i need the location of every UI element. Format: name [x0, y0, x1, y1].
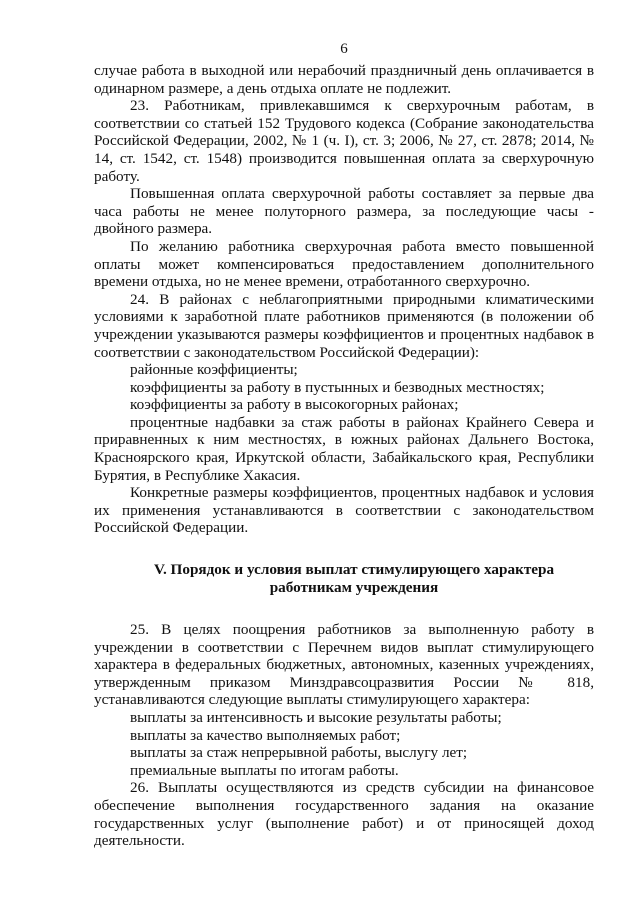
paragraph-overtime-rate: Повышенная оплата сверхурочной работы составляет за первые два часа работы не менее полуторного размера, за последующие часы - двойного размера. [94, 185, 594, 238]
page-number: 6 [340, 41, 348, 57]
list-item: коэффициенты за работу в пустынных и безводных местностях; [130, 378, 545, 396]
paragraph-25: 25. В целях поощрения работников за выполненную работу в учреждении в соответствии с Перечнем видов выплат стимулирующего характера в федеральных бюджетных, автономных, казенных учреждениях, утвержденным приказом Минздравсоцразвития России № 818, устанавливаются следующие выплаты стимулирующего характера: [94, 621, 594, 709]
section-heading [94, 561, 594, 597]
list-item: коэффициенты за работу в высокогорных районах; [130, 396, 459, 414]
paragraph-23: 23. Работникам, привлекавшимся к сверхурочным работам, в соответствии со статьей 152 Трудового кодекса (Собрание законодательства Российской Федерации, 2002, № 1 (ч. I), ст. 3; 2006, № 27, ст. 2878; 2014, № 14, ст. 1542, ст. 1548) производится повышенная оплата за сверхурочную работу. [94, 97, 594, 185]
paragraph-specific-sizes: Конкретные размеры коэффициентов, процентных надбавок и условия их применения устанавливаются в соответствии с законодательством Российской Федерации. [94, 484, 594, 537]
paragraph-north-allowances: процентные надбавки за стаж работы в районах Крайнего Севера и приравненных к ним местностях, в южных районах Дальнего Востока, Красноярского края, Иркутской области, Забайкальского края, Республики Бурятия, в Республике Хакасия. [94, 413, 594, 484]
paragraph-24: 24. В районах с неблагоприятными природными климатическими условиями к заработной плате работников применяются (в положении об учреждении указываются размеры коэффициентов и процентных надбавок в соответствии с законодательством Российской Федерации): [94, 290, 594, 361]
list-item: выплаты за стаж непрерывной работы, выслугу лет; [130, 744, 468, 762]
document-page [94, 40, 594, 850]
section-heading-line2: работникам учреждения [269, 579, 439, 597]
paragraph-26: 26. Выплаты осуществляются из средств субсидии на финансовое обеспечение выполнения государственного задания на оказание государственных услуг (выполнение работ) и от приносящей доход деятельности. [94, 779, 594, 850]
list-item: премиальные выплаты по итогам работы. [130, 761, 399, 779]
list-item: выплаты за качество выполняемых работ; [130, 726, 401, 744]
paragraph-continuation: случае работа в выходной или нерабочий праздничный день оплачивается в одинарном размере, а день отдыха оплате не подлежит. [94, 62, 594, 97]
list-item: выплаты за интенсивность и высокие результаты работы; [130, 709, 502, 726]
section-heading-line1: V. Порядок и условия выплат стимулирующего характера [153, 561, 555, 579]
list-item: районные коэффициенты; [130, 361, 298, 379]
paragraph-overtime-compensation: По желанию работника сверхурочная работа вместо повышенной оплаты может компенсироваться предоставлением дополнительного времени отдыха, но не менее времени, отработанного сверхурочно. [94, 237, 594, 291]
